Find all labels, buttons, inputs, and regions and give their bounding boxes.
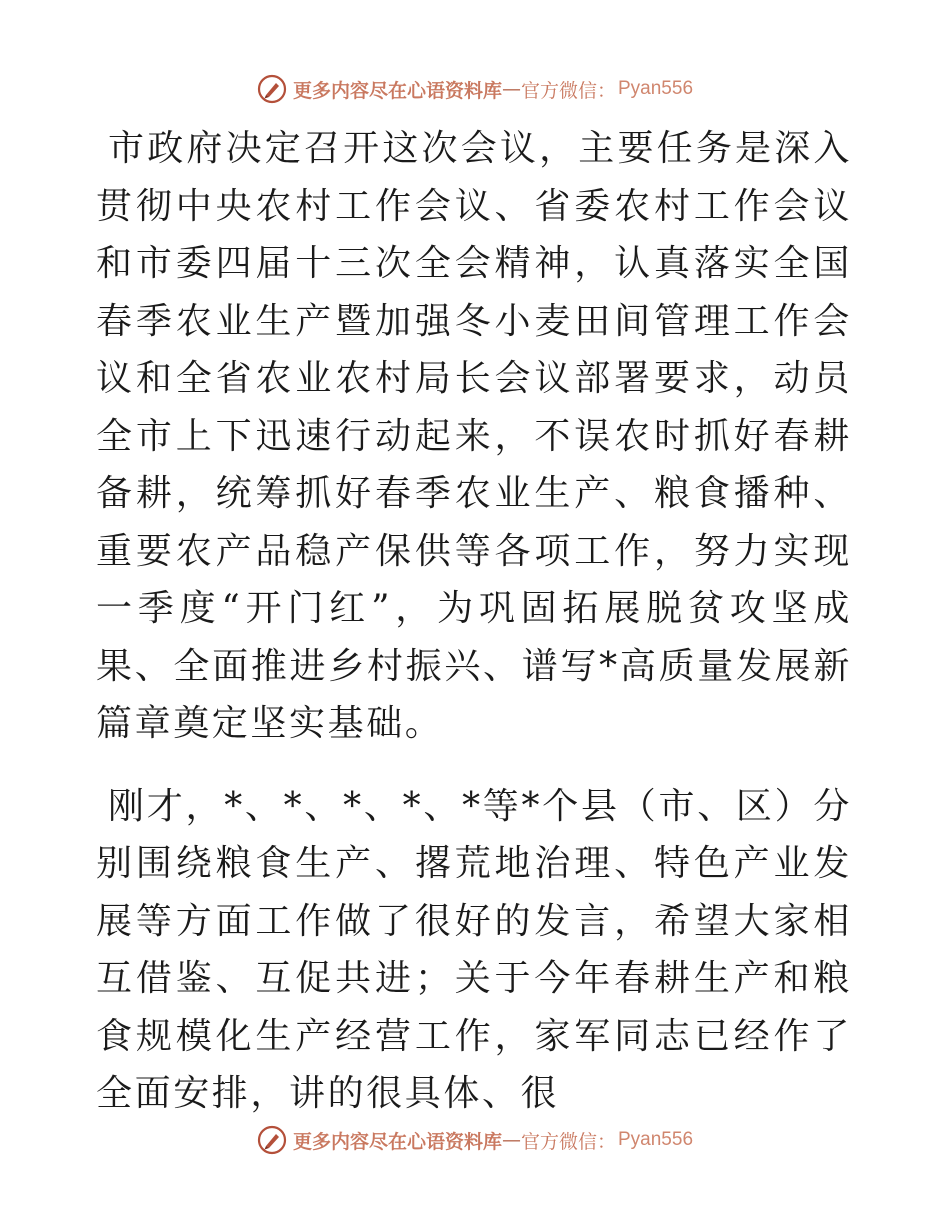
watermark-wechat-id: Pyan556: [618, 78, 694, 99]
watermark-dash: —: [501, 1129, 521, 1151]
pen-logo-icon: [257, 74, 287, 104]
footer-watermark: [0, 1123, 950, 1157]
header-watermark: [0, 72, 950, 106]
watermark-sub-text: 官方微信：: [520, 79, 616, 102]
pen-logo-icon: [257, 1125, 287, 1155]
watermark-dash: —: [501, 78, 521, 100]
watermark-wechat-id: Pyan556: [618, 1129, 694, 1150]
paragraph-1: 市政府决定召开这次会议，主要任务是深入贯彻中央农村工作会议、省委农村工作会议和市委四届十三次全会精神，认真落实全国春季农业生产暨加强冬小麦田间管理工作会议和全省农业农村局长会议部署要求，动员全市上下迅速行动起来，不误农时抓好春耕备耕，统筹抓好春季农业生产、粮食播种、重要农产品稳产保供等各项工作，努力实现一季度“开门红”，为巩固拓展脱贫攻坚成果、全面推进乡村振兴、谱写*高质量发展新篇章奠定坚实基础。: [96, 128, 852, 744]
watermark-main-text: 更多内容尽在心语资料库: [292, 79, 502, 102]
watermark-main-text: 更多内容尽在心语资料库: [292, 1130, 502, 1153]
paragraph-2: 刚才，*、*、*、*、*等*个县（市、区）分别围绕粮食生产、撂荒地治理、特色产业发展等方面工作做了很好的发言，希望大家相互借鉴、互促共进；关于今年春耕生产和粮食规模化生产经营工作，家军同志已经作了全面安排，讲的很具体、很: [96, 785, 852, 1114]
watermark-sub-text: 官方微信：: [520, 1130, 616, 1153]
document-body: [96, 120, 852, 1123]
